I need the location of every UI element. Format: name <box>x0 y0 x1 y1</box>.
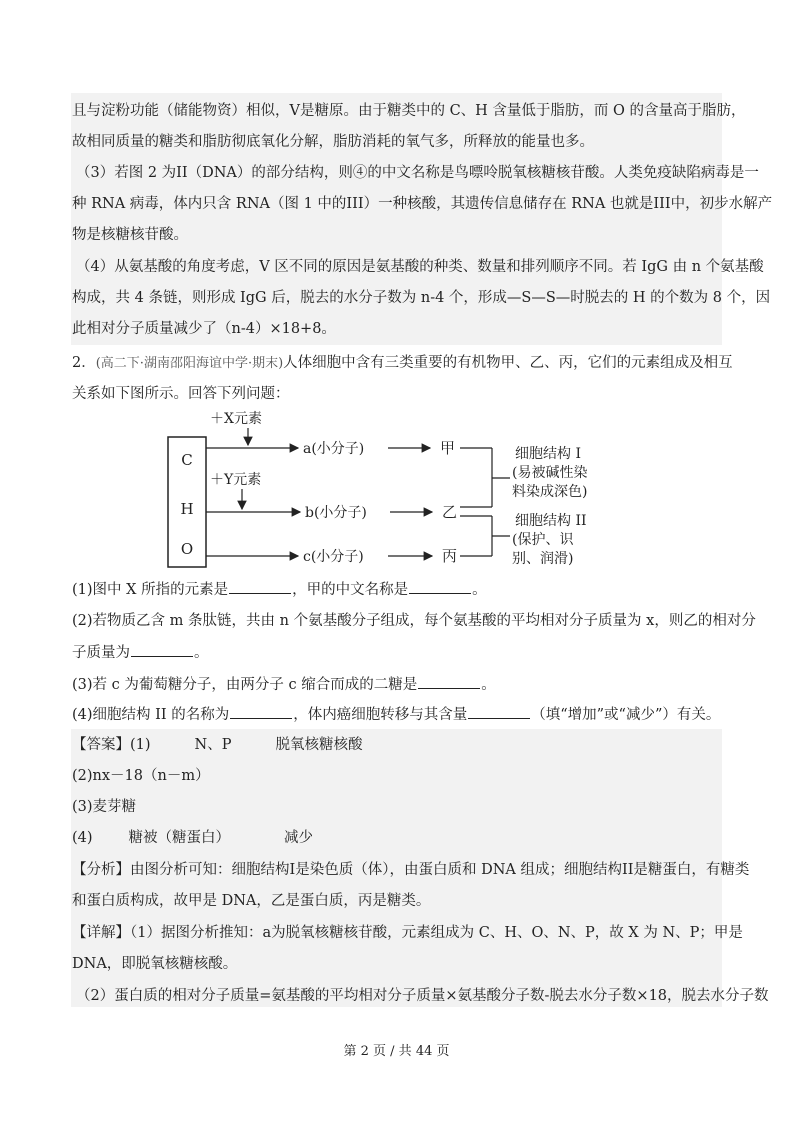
answer-4 <box>72 827 313 849</box>
q4-text: (4)细胞结构 II 的名称为 <box>72 707 230 723</box>
answer-blank[interactable] <box>230 703 292 719</box>
sub-question-1 <box>72 578 487 600</box>
sub-question-2: (2)若物质乙含 m 条肽链，共由 n 个氨基酸分子组成，每个氨基酸的平均相对分子质量为 x，则乙的相对分 <box>72 613 756 629</box>
detail-line: （2）蛋白质的相对分子质量=氨基酸的平均相对分子质量×氨基酸分子数-脱去水分子数×18，脱去水分子数 <box>76 988 769 1004</box>
q2-text: 。 <box>194 645 209 661</box>
sub-question-4 <box>72 703 720 725</box>
sub-question-2-cont <box>72 641 209 663</box>
substance-yi: 乙 <box>442 503 458 521</box>
explanation-line: 且与淀粉功能（储能物资）相似，V是糖原。由于糖类中的 C、H 含量低于脂肪，而 O 的含量高于脂肪， <box>72 103 746 119</box>
q1-text: (1)图中 X 所指的元素是 <box>72 582 229 598</box>
element-o: O <box>180 540 194 558</box>
element-h: H <box>180 500 194 518</box>
answer-blank[interactable] <box>131 641 193 657</box>
structure-2-desc: 别、润滑) <box>512 551 574 567</box>
question-stem <box>72 352 733 374</box>
answer-2: (2)nx－18（n－m） <box>72 768 210 784</box>
answer-tag: 【答案】 <box>72 737 130 753</box>
question-source: (高二下·湖南邵阳海谊中学·期末) <box>95 356 284 371</box>
q3-text: 。 <box>481 677 496 693</box>
analysis-text: 由图分析可知：细胞结构I是染色质（体），由蛋白质和 DNA 组成；细胞结构II是糖蛋白，有糖类 <box>130 862 750 878</box>
explanation-line: （4）从氨基酸的角度考虑，V 区不同的原因是氨基酸的种类、数量和排列顺序不同。若 IgG 由 n 个氨基酸 <box>76 259 764 275</box>
answer-value: 脱氧核糖核酸 <box>275 737 363 753</box>
detail-line: DNA，即脱氧核糖核酸。 <box>72 956 238 972</box>
q1-text: ，甲的中文名称是 <box>292 582 409 598</box>
answer-blank[interactable] <box>409 578 471 594</box>
y-element-label: ＋Y元素 <box>210 472 262 488</box>
analysis-line <box>72 859 749 881</box>
element-c: C <box>181 451 193 469</box>
answer-blank[interactable] <box>468 703 530 719</box>
answer-value: 减少 <box>284 830 314 846</box>
q1-text: 。 <box>472 582 487 598</box>
explanation-line: （3）若图 2 为II（DNA）的部分结构，则④的中文名称是鸟嘌呤脱氧核糖核苷酸。人类免疫缺陷病毒是一 <box>76 165 759 181</box>
q2-text: 子质量为 <box>72 645 130 661</box>
answer-value: 糖被（糖蛋白） <box>128 830 231 846</box>
question-text: 人体细胞中含有三类重要的有机物甲、乙、丙，它们的元素组成及相互 <box>283 355 733 371</box>
answer-value: N、P <box>194 737 232 753</box>
structure-1-title: 细胞结构 I <box>515 446 581 462</box>
q4-text: ，体内癌细胞转移与其含量 <box>293 707 468 723</box>
substance-jia: 甲 <box>440 439 456 457</box>
q4-text: （填“增加”或“减少”）有关。 <box>531 707 721 723</box>
analysis-line: 和蛋白质构成，故甲是 DNA，乙是蛋白质，丙是糖类。 <box>72 893 431 909</box>
x-element-label: ＋X元素 <box>210 411 262 427</box>
molecule-a: a(小分子) <box>303 441 365 457</box>
answer-3: (3)麦芽糖 <box>72 799 137 815</box>
substance-bing: 丙 <box>442 547 458 565</box>
explanation-line: 故相同质量的糖类和脂肪彻底氧化分解，脂肪消耗的氧气多，所释放的能量也多。 <box>72 134 594 150</box>
analysis-tag: 【分析】 <box>72 862 130 878</box>
sub-question-3 <box>72 673 496 695</box>
answer-number: (1) <box>130 737 151 753</box>
explanation-line: 构成，共 4 条链，则形成 IgG 后，脱去的水分子数为 n-4 个，形成—S—S—时脱去的 H 的个数为 8 个，因 <box>72 290 771 306</box>
structure-2-desc: (保护、识 <box>512 532 574 548</box>
detail-text: （1）据图分析推知：a为脱氧核糖核苷酸，元素组成为 C、H、O、N、P，故 X 为 N、P；甲是 <box>130 925 743 941</box>
structure-2-title: 细胞结构 II <box>515 513 587 529</box>
question-number: 2． <box>72 355 96 371</box>
detail-line <box>72 922 743 944</box>
detail-tag: 【详解】 <box>72 925 130 941</box>
q3-text: (3)若 c 为葡萄糖分子，由两分子 c 缩合而成的二糖是 <box>72 677 418 693</box>
answer-blank[interactable] <box>229 578 291 594</box>
structure-1-desc: (易被碱性染 <box>512 465 588 481</box>
element-diagram <box>160 408 640 578</box>
answer-1 <box>72 734 363 756</box>
molecule-b: b(小分子) <box>305 505 367 521</box>
answer-number: (4) <box>72 830 93 846</box>
explanation-line: 种 RNA 病毒，体内只含 RNA（图 1 中的III）一种核酸，其遗传信息储存在 RNA 也就是III中，初步水解产 <box>72 196 773 212</box>
page-footer: 第 2 页 / 共 44 页 <box>343 1044 450 1059</box>
structure-1-desc: 料染成深色) <box>512 484 588 500</box>
explanation-line: 此相对分子质量减少了（n-4）×18+8。 <box>72 321 336 337</box>
question-stem-cont: 关系如下图所示。回答下列问题： <box>72 386 290 402</box>
answer-blank[interactable] <box>418 673 480 689</box>
explanation-line: 物是核糖核苷酸。 <box>72 227 188 243</box>
molecule-c: c(小分子) <box>303 549 364 565</box>
